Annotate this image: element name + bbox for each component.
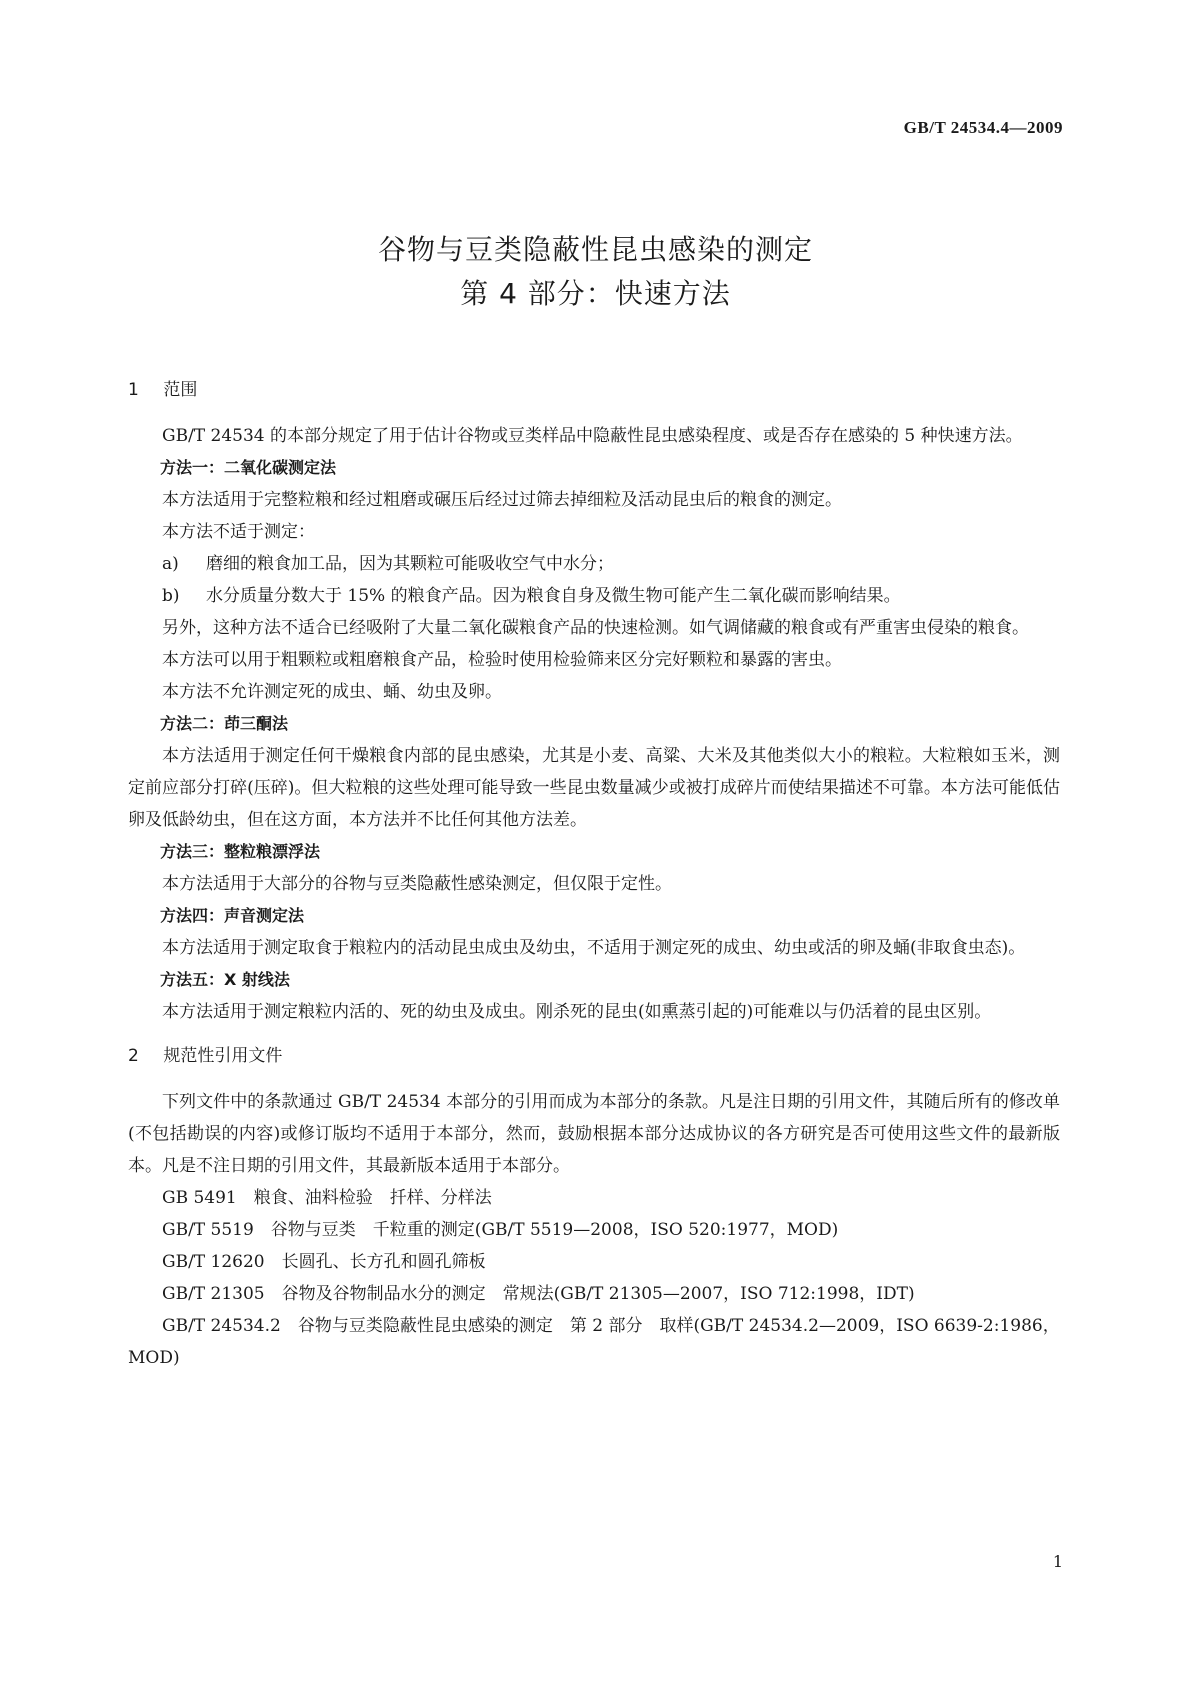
method-3-heading: 方法三：整粒粮漂浮法 [160,842,321,861]
list-text: 水分质量分数大于 15% 的粮食产品。因为粮食自身及微生物可能产生二氧化碳而影响结果。 [206,586,901,606]
list-item [128,580,1060,612]
title-line-1: 谷物与豆类隐蔽性昆虫感染的测定 [377,233,813,266]
method-1-heading: 方法一：二氧化碳测定法 [160,458,337,477]
section-number: 1 [128,380,139,400]
section-title: 范围 [163,380,198,400]
list-marker: b) [162,586,180,606]
paragraph: 本方法适用于大部分的谷物与豆类隐蔽性感染测定，但仅限于定性。 [162,874,672,894]
paragraph: 本方法不允许测定死的成虫、蛹、幼虫及卵。 [162,682,502,702]
standard-code: GB/T 24534.4—2009 [903,118,1063,137]
list-marker: a) [162,554,179,574]
references-intro: 下列文件中的条款通过 GB/T 24534 本部分的引用而成为本部分的条款。凡是注日期的引用文件，其随后所有的修改单(不包括勘误的内容)或修订版均不适用于本部分，然而，鼓励根据本部分达成协议的各方研究是否可使用这些文件的最新版本。凡是不注日期的引用文件，其最新版本适用于本部分。 [128,1092,1060,1176]
reference-item: GB/T 5519 谷物与豆类 千粒重的测定(GB/T 5519—2008，ISO 520:1977，MOD) [162,1220,839,1240]
document-body [128,374,1060,1374]
paragraph: 本方法适用于测定取食于粮粒内的活动昆虫成虫及幼虫，不适用于测定死的成虫、幼虫或活的卵及蛹(非取食虫态)。 [162,938,1026,958]
title-line-2: 第 4 部分：快速方法 [460,277,731,310]
paragraph: 本方法可以用于粗颗粒或粗磨粮食产品，检验时使用检验筛来区分完好颗粒和暴露的害虫。 [162,650,842,670]
section-title: 规范性引用文件 [163,1046,283,1066]
paragraph: 本方法适用于测定任何干燥粮食内部的昆虫感染，尤其是小麦、高粱、大米及其他类似大小的粮粒。大粒粮如玉米，测定前应部分打碎(压碎)。但大粒粮的这些处理可能导致一些昆虫数量减少或被打成碎片而使结果描述不可靠。本方法可能低估卵及低龄幼虫，但在这方面，本方法并不比任何其他方法差。 [128,746,1060,830]
section-1-heading [128,374,1060,406]
paragraph: 本方法不适于测定： [162,522,315,542]
page-number: 1 [1052,1552,1063,1571]
method-4-heading: 方法四：声音测定法 [160,906,305,925]
paragraph: 本方法适用于测定粮粒内活的、死的幼虫及成虫。刚杀死的昆虫(如熏蒸引起的)可能难以与仍活着的昆虫区别。 [162,1002,992,1022]
reference-item: GB/T 21305 谷物及谷物制品水分的测定 常规法(GB/T 21305—2007，ISO 712:1998，IDT) [162,1284,915,1304]
section-number: 2 [128,1046,139,1066]
list-item [128,548,1060,580]
reference-item: GB/T 12620 长圆孔、长方孔和圆孔筛板 [162,1252,486,1272]
paragraph: 另外，这种方法不适合已经吸附了大量二氧化碳粮食产品的快速检测。如气调储藏的粮食或有严重害虫侵染的粮食。 [162,618,1029,638]
scope-intro: GB/T 24534 的本部分规定了用于估计谷物或豆类样品中隐蔽性昆虫感染程度、或是否存在感染的 5 种快速方法。 [162,426,1023,446]
reference-item: GB 5491 粮食、油料检验 扦样、分样法 [162,1188,492,1208]
reference-item: GB/T 24534.2 谷物与豆类隐蔽性昆虫感染的测定 第 2 部分 取样(GB/T 24534.2—2009，ISO 6639-2:1986，MOD) [128,1316,1060,1368]
method-2-heading: 方法二：茚三酮法 [160,714,289,733]
method-5-heading: 方法五：X 射线法 [160,970,290,989]
document-title [0,228,1191,316]
section-2-heading [128,1040,1060,1072]
paragraph: 本方法适用于完整粒粮和经过粗磨或碾压后经过过筛去掉细粒及活动昆虫后的粮食的测定。 [162,490,842,510]
list-text: 磨细的粮食加工品，因为其颗粒可能吸收空气中水分； [206,554,614,574]
